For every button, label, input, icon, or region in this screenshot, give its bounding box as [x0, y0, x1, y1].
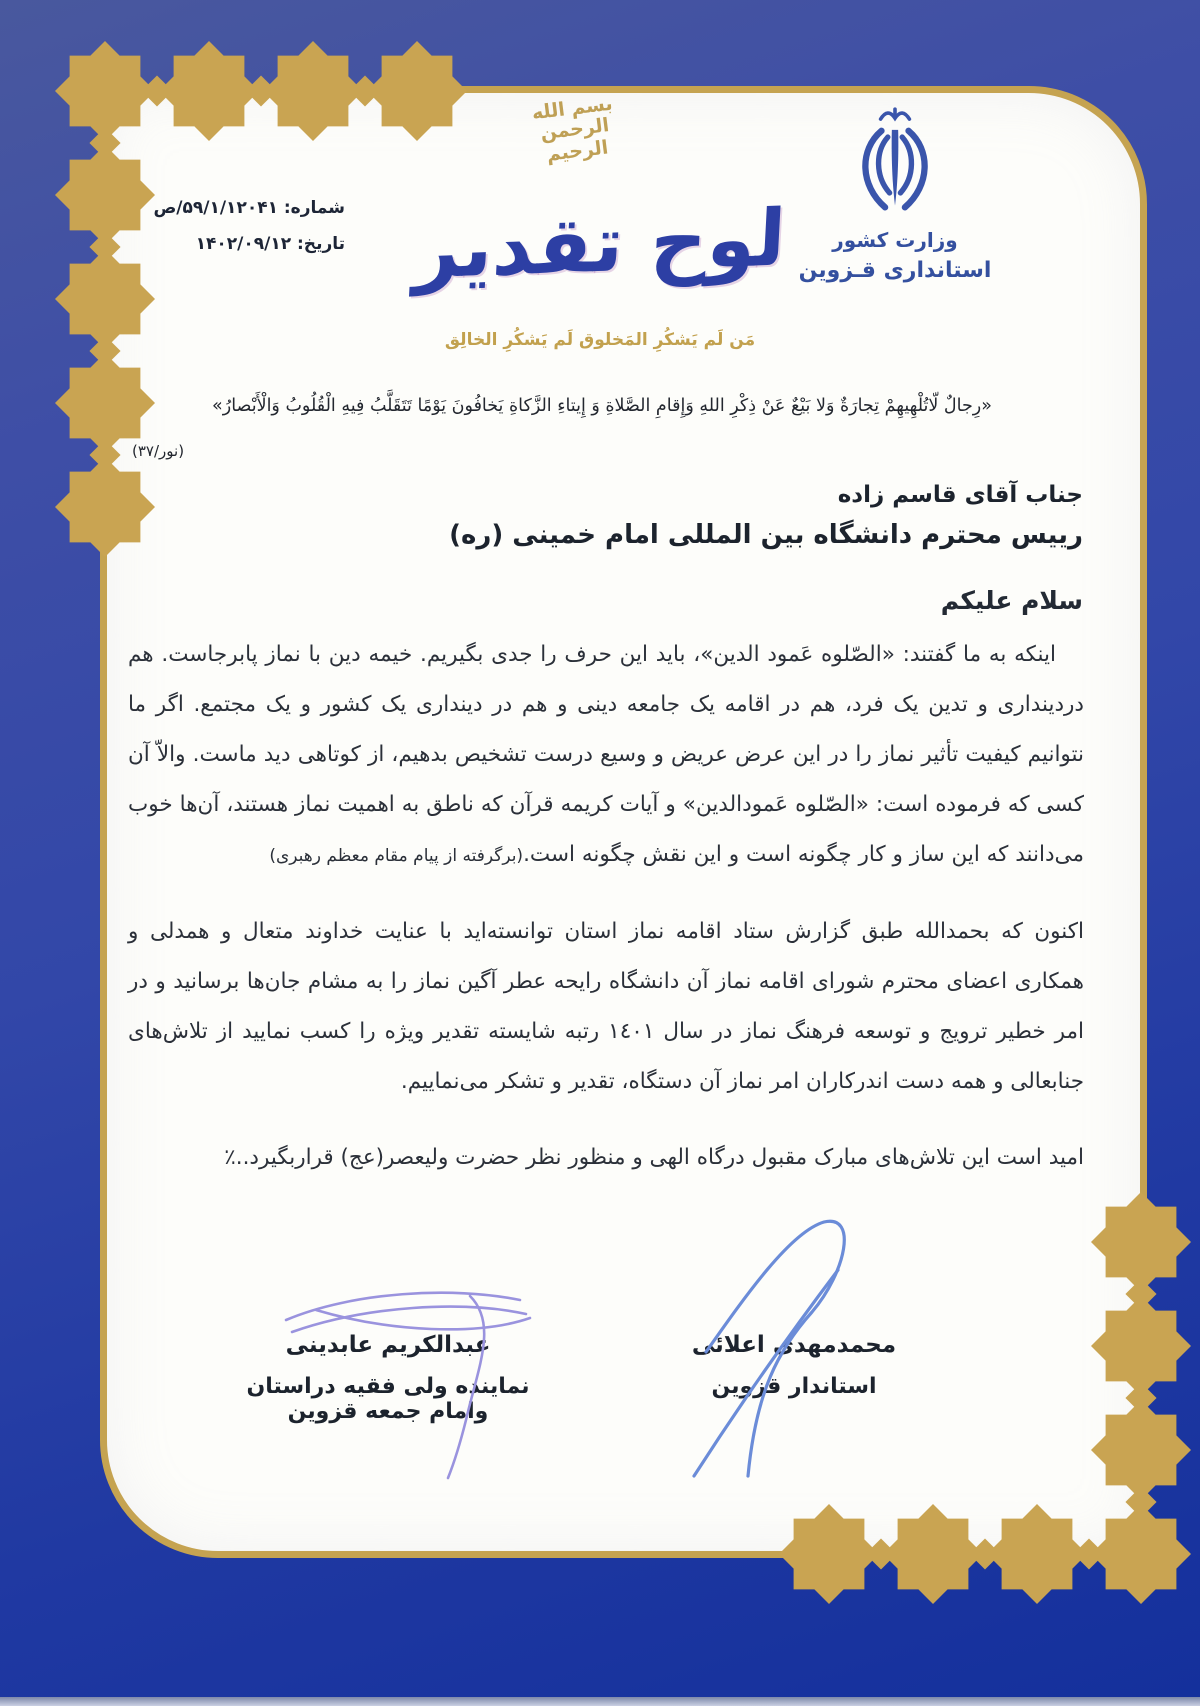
signature-block-left	[216, 1332, 560, 1424]
recipient-name: جناب آقای قاسم زاده	[837, 482, 1083, 508]
signature-right-title: استاندار قزوین	[711, 1374, 877, 1399]
body-paragraph-3: امید است این تلاش‌های مبارک مقبول درگاه الهی و منظور نظر حضرت ولیعصر(عج) قراربگیرد..٪	[224, 1145, 1084, 1170]
recipient-title: رییس محترم دانشگاه بین المللی امام خمینی (ره)	[449, 520, 1083, 550]
signature-right-name: محمدمهدی اعلائی	[691, 1332, 897, 1358]
body-paragraph-1	[128, 630, 1084, 881]
salutation: سلام علیکم	[940, 586, 1083, 615]
verse-citation: (نور/۳۷)	[132, 442, 185, 460]
body-paragraph-2: اکنون که بحمدالله طبق گزارش ستاد اقامه نماز استان توانسته‌اید با عنایت خداوند متعال و همدلی و همکاری اعضای محترم شورای اقامه نماز آن دانشگاه رایحه عطر آگین نماز را به مشام جان‌ها برسانید و در امر خطیر ترویج و توسعه فرهنگ نماز در سال ١٤٠١ رتبه شایسته تقدیر ویژه را کسب نمایید از تلاش‌های جنابعالی و همه دست اندرکاران امر نماز آن دستگاه، تقدیر و تشکر می‌نماییم.	[128, 919, 1084, 1094]
document-meta	[150, 190, 345, 262]
iran-emblem-icon	[841, 106, 949, 224]
signature-left-name: عبدالکریم عابدینی	[285, 1332, 491, 1358]
letter-body	[128, 630, 1084, 1209]
certificate-title: لوح تقدیر	[412, 193, 788, 297]
signature-block-right	[638, 1332, 950, 1399]
document-date: تاریخ: ۱۴۰۲/۰۹/۱۲	[195, 234, 345, 254]
ministry-name: وزارت کشور	[832, 228, 958, 252]
paragraph-1-text: اینکه به ما گفتند: «الصّلوه عَمود الدین»، باید این حرف را جدی بگیریم. خیمه دین با نماز پابرجاست. هم دردینداری و تدین یک فرد، هم در اقامه یک جامعه دینی و هم در دینداری یک کشور و یک مجتمع. اگر ما نتوانیم کیفیت تأثیر نماز را در این عرض عریض و وسیع درست تشخیص بدهیم، از کوتاهی دید ماست. والاّ آن کسی که فرموده است: «الصّلوه عَمودالدین» و آیات کریمه قرآن که ناطق به اهمیت نماز هستند، آن‌ها خوب می‌دانند که این ساز و کار چگونه است و این نقش چگونه است.	[128, 642, 1084, 867]
basmala-calligraphy: بسم الله الرحمن الرحیم	[530, 92, 614, 166]
document-number: شماره: ۵۹/۱/۱۲۰۴۱/ص	[153, 198, 345, 218]
emblem-center-stroke	[892, 130, 899, 206]
governorate-name: استانداری قـزوین	[798, 258, 992, 283]
scan-edge-artifact	[0, 1697, 1200, 1706]
paragraph-1-source: (برگرفته از پیام مقام معظم رهبری)	[269, 846, 524, 866]
signature-left-title: نماینده ولی فقیه دراستان وامام جمعه قزوین	[246, 1374, 530, 1424]
hadith-subtitle: مَن لَم یَشکُرِ المَخلوق لَم یَشکُرِ الخالِق	[444, 330, 756, 350]
issuer-block	[792, 106, 998, 283]
quran-verse: «رِجالٌ لّاتُلْهِيهِمْ تِجارَةٌ وَلا بَيْعٌ عَنْ ذِكْرِ اللهِ وَإِقامِ الصَّلاةِ وَ إِيتاءِ الزَّكاةِ يَخافُونَ يَوْمًا تَتَقَلَّبُ فِيهِ الْقُلُوبُ وَالْأَبْصارُ»	[212, 396, 992, 416]
